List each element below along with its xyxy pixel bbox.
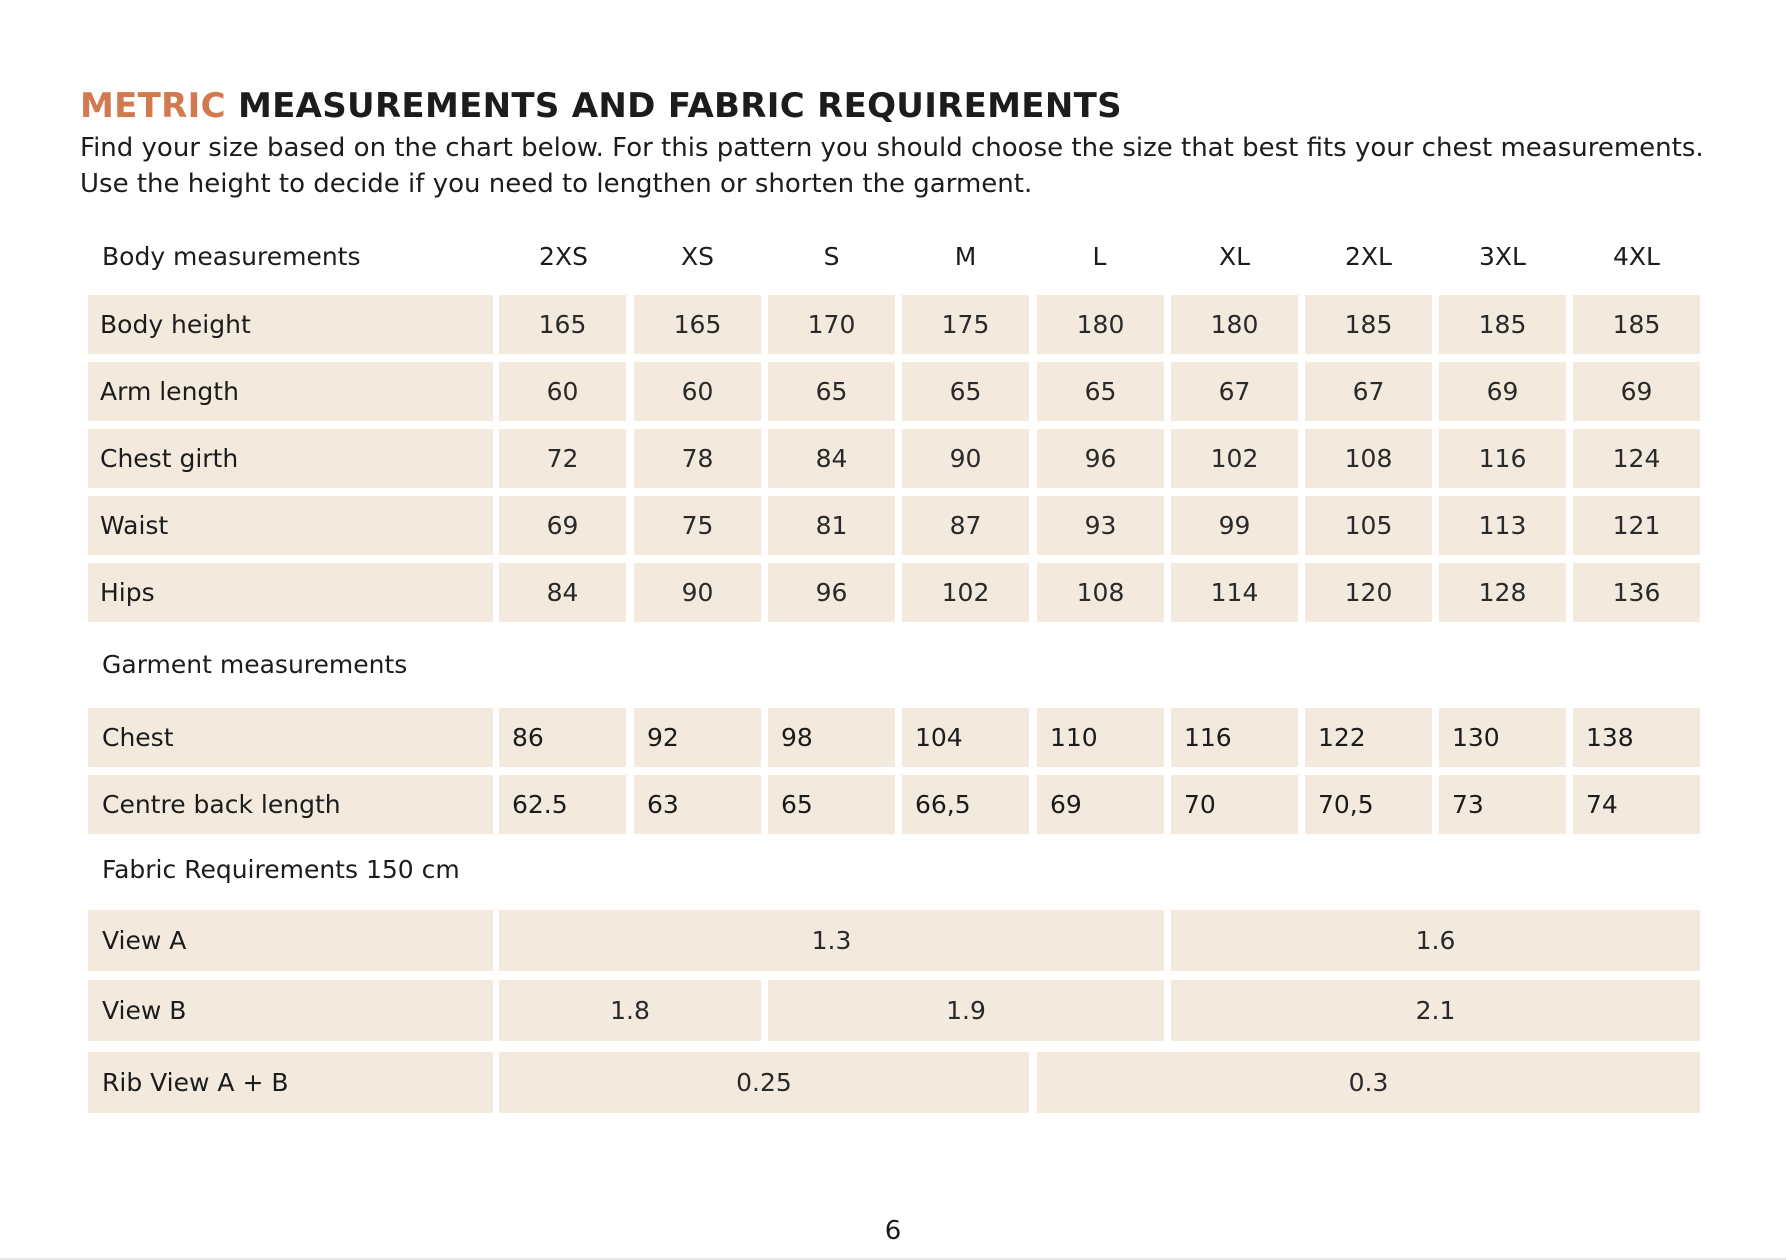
table-cell <box>1037 708 1164 767</box>
table-cell <box>634 496 761 555</box>
table-cell-text: 185 <box>1612 310 1661 339</box>
table-cell <box>1171 563 1298 622</box>
table-cell-text: 102 <box>1210 444 1259 473</box>
table-cell-text: 170 <box>807 310 856 339</box>
row-label-text: Chest girth <box>100 444 239 473</box>
table-cell-text: 165 <box>538 310 587 339</box>
table-cell-text: 60 <box>681 377 714 406</box>
table-cell-text: 185 <box>1344 310 1393 339</box>
table-cell <box>768 496 895 555</box>
table-cell-text: 99 <box>1218 511 1251 540</box>
row-label-text: View B <box>102 996 187 1025</box>
table-cell-text: 67 <box>1218 377 1251 406</box>
table-cell-text: 96 <box>815 578 848 607</box>
table-cell-merged-text: 1.8 <box>610 996 650 1025</box>
row-label-text: Body height <box>100 310 251 339</box>
table-cell <box>1171 496 1298 555</box>
table-cell <box>1171 429 1298 488</box>
table-cell-text: 122 <box>1318 723 1366 752</box>
table-cell <box>1037 362 1164 421</box>
row-label-text: Chest <box>102 723 174 752</box>
table-cell <box>1573 563 1700 622</box>
size-header-xs: XS <box>681 242 714 271</box>
table-cell-merged-text: 0.25 <box>736 1068 792 1097</box>
table-cell <box>499 775 626 834</box>
table-cell <box>1171 775 1298 834</box>
table-cell-text: 70,5 <box>1318 790 1374 819</box>
table-cell-text: 62.5 <box>512 790 568 819</box>
table-cell-text: 66,5 <box>915 790 971 819</box>
table-cell-text: 128 <box>1478 578 1527 607</box>
table-cell <box>1573 295 1700 354</box>
table-cell <box>1037 496 1164 555</box>
table-cell <box>634 563 761 622</box>
table-cell <box>1439 362 1566 421</box>
title-accent: METRIC <box>80 86 226 126</box>
table-cell <box>1439 775 1566 834</box>
table-cell-merged-text: 2.1 <box>1415 996 1456 1025</box>
table-cell <box>768 429 895 488</box>
table-cell <box>1573 496 1700 555</box>
row-label <box>88 980 493 1041</box>
table-cell <box>902 563 1029 622</box>
table-cell-text: 87 <box>949 511 982 540</box>
table-cell <box>768 708 895 767</box>
table-cell <box>1573 362 1700 421</box>
table-cell <box>634 775 761 834</box>
table-cell <box>499 295 626 354</box>
table-cell-text: 81 <box>815 511 848 540</box>
table-cell <box>499 496 626 555</box>
table-cell <box>1037 429 1164 488</box>
table-cell-text: 113 <box>1478 511 1527 540</box>
row-label-text: Rib View A + B <box>102 1068 289 1097</box>
table-cell-text: 116 <box>1184 723 1232 752</box>
table-cell-text: 84 <box>546 578 579 607</box>
table-cell-text: 84 <box>815 444 848 473</box>
size-header-m: M <box>954 242 977 271</box>
table-cell-merged-text: 1.3 <box>811 926 852 955</box>
table-cell-text: 63 <box>647 790 679 819</box>
table-cell-text: 130 <box>1452 723 1500 752</box>
table-cell <box>1037 775 1164 834</box>
table-cell <box>768 775 895 834</box>
table-cell-text: 73 <box>1452 790 1484 819</box>
table-cell-merged-text: 1.6 <box>1415 926 1456 955</box>
row-label <box>88 362 493 421</box>
size-header-l: L <box>1092 242 1107 271</box>
table-cell <box>634 295 761 354</box>
table-cell <box>1171 295 1298 354</box>
table-cell <box>768 362 895 421</box>
table-cell <box>1305 775 1432 834</box>
table-cell-text: 86 <box>512 723 544 752</box>
table-cell-text: 78 <box>681 444 714 473</box>
table-cell-merged <box>499 910 1164 971</box>
table-cell-text: 65 <box>815 377 848 406</box>
row-label <box>88 708 493 767</box>
row-label <box>88 429 493 488</box>
table-cell <box>768 295 895 354</box>
table-cell-text: 96 <box>1084 444 1117 473</box>
table-cell <box>1573 708 1700 767</box>
row-label <box>88 295 493 354</box>
table-cell-text: 69 <box>546 511 579 540</box>
row-label-text: Arm length <box>100 377 239 406</box>
size-header-xl: XL <box>1218 242 1251 271</box>
table-cell-text: 121 <box>1612 511 1661 540</box>
table-cell-text: 75 <box>681 511 714 540</box>
table-cell <box>1573 775 1700 834</box>
row-label-text: Centre back length <box>102 790 341 819</box>
table-cell <box>499 708 626 767</box>
row-label-text: Hips <box>100 578 155 607</box>
body-section-header: Body measurements <box>102 242 361 271</box>
page-number: 6 <box>884 1216 902 1246</box>
table-cell <box>1439 563 1566 622</box>
size-header-4xl: 4XL <box>1613 242 1660 271</box>
table-cell <box>1439 496 1566 555</box>
table-cell-text: 180 <box>1210 310 1259 339</box>
table-cell-text: 136 <box>1612 578 1661 607</box>
size-header-2xs: 2XS <box>539 242 588 271</box>
table-cell-text: 72 <box>546 444 579 473</box>
table-cell <box>902 295 1029 354</box>
table-cell <box>1439 708 1566 767</box>
table-cell-text: 90 <box>949 444 982 473</box>
row-label <box>88 496 493 555</box>
table-cell-text: 65 <box>949 377 982 406</box>
table-cell-text: 69 <box>1486 377 1519 406</box>
table-cell <box>902 708 1029 767</box>
table-cell-text: 165 <box>673 310 722 339</box>
table-cell-merged-text: 0.3 <box>1348 1068 1389 1097</box>
row-label-text: View A <box>102 926 187 955</box>
table-cell-text: 65 <box>1084 377 1117 406</box>
table-cell-text: 70 <box>1184 790 1216 819</box>
table-cell <box>499 362 626 421</box>
table-cell <box>902 429 1029 488</box>
row-label <box>88 563 493 622</box>
table-cell-text: 108 <box>1344 444 1393 473</box>
table-cell-text: 138 <box>1586 723 1634 752</box>
table-cell-merged <box>768 980 1164 1041</box>
table-cell-merged <box>1037 1052 1700 1113</box>
table-cell-text: 185 <box>1478 310 1527 339</box>
table-cell-text: 98 <box>781 723 813 752</box>
table-cell-merged <box>1171 910 1700 971</box>
table-cell <box>1305 362 1432 421</box>
table-cell-text: 67 <box>1352 377 1385 406</box>
table-cell-text: 180 <box>1076 310 1125 339</box>
table-cell <box>1171 708 1298 767</box>
table-cell <box>499 563 626 622</box>
table-cell <box>634 708 761 767</box>
table-cell <box>1305 563 1432 622</box>
row-label <box>88 1052 493 1113</box>
page-title <box>80 86 1122 126</box>
table-cell-text: 90 <box>681 578 714 607</box>
row-label <box>88 775 493 834</box>
table-cell <box>1305 708 1432 767</box>
table-cell <box>1037 295 1164 354</box>
table-cell-merged <box>499 980 761 1041</box>
table-cell-text: 93 <box>1084 511 1117 540</box>
row-label-text: Waist <box>100 511 169 540</box>
table-cell-text: 69 <box>1620 377 1653 406</box>
size-header-s: S <box>823 242 840 271</box>
table-cell <box>1171 362 1298 421</box>
table-cell-merged-text: 1.9 <box>946 996 986 1025</box>
table-cell <box>902 362 1029 421</box>
table-cell <box>902 775 1029 834</box>
table-cell-text: 124 <box>1612 444 1661 473</box>
table-cell-text: 104 <box>915 723 963 752</box>
title-rest: MEASUREMENTS AND FABRIC REQUIREMENTS <box>237 86 1122 126</box>
table-cell-text: 69 <box>1050 790 1082 819</box>
row-label <box>88 910 493 971</box>
table-cell-text: 74 <box>1586 790 1618 819</box>
table-cell-text: 116 <box>1478 444 1527 473</box>
table-cell-text: 92 <box>647 723 679 752</box>
table-cell <box>1439 429 1566 488</box>
table-cell <box>902 496 1029 555</box>
table-cell-text: 175 <box>941 310 990 339</box>
fabric-section-header: Fabric Requirements 150 cm <box>102 855 460 884</box>
table-cell-text: 60 <box>546 377 579 406</box>
table-cell <box>1037 563 1164 622</box>
size-header-3xl: 3XL <box>1479 242 1526 271</box>
table-cell <box>634 362 761 421</box>
table-cell-text: 105 <box>1344 511 1393 540</box>
table-cell <box>1305 429 1432 488</box>
table-cell-text: 102 <box>941 578 990 607</box>
table-cell <box>1305 295 1432 354</box>
table-cell-text: 65 <box>781 790 813 819</box>
table-cell <box>768 563 895 622</box>
table-cell-text: 114 <box>1210 578 1259 607</box>
intro-paragraph: Find your size based on the chart below. For this pattern you should choose the size that best fits your chest measurements. Use the height to decide if you need to lengthen or shorten the garment. <box>80 133 1704 199</box>
table-cell-text: 108 <box>1076 578 1125 607</box>
table-cell-text: 110 <box>1050 723 1098 752</box>
table-cell <box>1573 429 1700 488</box>
table-cell <box>1305 496 1432 555</box>
table-cell <box>499 429 626 488</box>
garment-section-header: Garment measurements <box>102 650 408 679</box>
table-cell-merged <box>1171 980 1700 1041</box>
table-cell-merged <box>499 1052 1029 1113</box>
table-cell <box>634 429 761 488</box>
table-cell <box>1439 295 1566 354</box>
table-cell-text: 120 <box>1344 578 1393 607</box>
size-header-2xl: 2XL <box>1345 242 1392 271</box>
